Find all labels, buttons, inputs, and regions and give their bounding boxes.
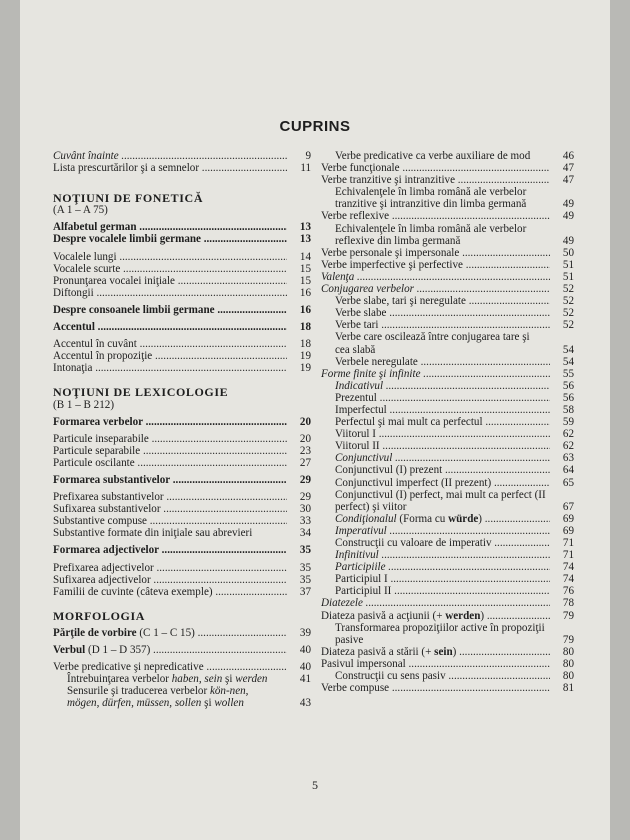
toc-entry-page: 74 [562,561,574,574]
toc-entry-page: 14 [299,250,311,263]
toc-entry-page: 39 [299,626,311,639]
toc-entry [321,561,574,573]
toc-entry [53,263,311,275]
toc-entry [53,627,311,639]
toc-entry-text: Pasivul impersonal ..... [321,658,550,670]
toc-entry-text: Transformarea propoziţiilor active în propoziţii pasive [335,621,545,646]
toc-entry [321,150,574,162]
toc-entry-text: Conjunctivul imperfect (II prezent) ..... [335,477,550,489]
toc-entry-page: 80 [562,645,574,658]
toc-entry [53,445,311,457]
toc-entry-text: Verbe funcţionale ..... [321,162,550,174]
toc-entry [53,275,311,287]
toc-entry [53,162,311,174]
toc-entry-text: Particule oscilante ..... [53,457,287,469]
toc-entry [53,350,311,362]
toc-entry [53,321,311,333]
page-title: CUPRINS [279,118,351,135]
toc-entry-page: 19 [299,350,311,363]
toc-entry-text: Verbe slabe ..... [335,307,550,319]
toc-entry-page: 62 [562,440,574,453]
book-page [20,0,610,840]
toc-entry [53,233,311,245]
toc-entry-page: 69 [562,524,574,537]
toc-entry-text: Vocalele lungi ..... [53,251,287,263]
toc-entry [321,585,574,597]
toc-entry [53,304,311,316]
toc-entry-page: 79 [562,633,574,646]
toc-entry-page: 56 [562,391,574,404]
toc-entry-text: Conjunctivul (I) perfect, mai mult ca perfect (II perfect) şi viitor [335,488,546,513]
toc-entry-range: (C 1 – C 15) [136,626,195,639]
toc-entry-text: Infinitivul ..... [335,549,550,561]
toc-entry [321,513,574,525]
toc-entry-text: Viitorul II ..... [335,440,550,452]
toc-entry [321,646,574,658]
toc-entry [321,392,574,404]
toc-entry-page: 74 [562,573,574,586]
toc-entry [53,287,311,299]
toc-entry-page: 20 [299,432,311,445]
toc-entry-page: 55 [562,367,574,380]
toc-entry-text: Despre vocalele limbii germane ..... [53,233,287,245]
toc-entry-text: Verbul [53,644,86,656]
toc-entry [53,586,311,598]
toc-entry [321,331,574,355]
toc-entry-text: Echivalenţele în limba română ale verbelor tranzitive şi intranzitive din limba germană [335,186,527,211]
toc-entry-page: 18 [299,338,311,351]
toc-entry [321,525,574,537]
toc-entry-page: 34 [299,527,311,540]
toc-entry-page: 35 [299,573,311,586]
toc-entry [53,527,311,539]
toc-entry-text: Despre consoanele limbii germane ..... [53,304,287,316]
toc-entry [53,661,311,673]
toc-entry-text: Substantive formate din iniţiale sau abrevieri [53,527,253,540]
toc-entry-text: Verbe personale şi impersonale ..... [321,247,550,259]
toc-entry-text: ) [478,512,482,525]
toc-entry-page: 71 [562,549,574,562]
toc-entry-page: 51 [562,258,574,271]
toc-entry [53,251,311,263]
toc-entry [321,271,574,283]
toc-entry-text: Verbe compuse ..... [321,682,550,694]
toc-entry [321,210,574,222]
toc-entry-page: 16 [299,286,311,299]
toc-entry-page: 29 [299,473,311,486]
toc-entry [53,338,311,350]
toc-entry-text: Accentul ..... [53,321,287,333]
toc-entry-page: 15 [299,274,311,287]
toc-entry [321,670,574,682]
toc-entry [321,428,574,440]
toc-entry-page: 54 [562,355,574,368]
toc-entry [321,464,574,476]
toc-entry-page: 37 [299,585,311,598]
toc-entry-page: 65 [562,476,574,489]
toc-entry-text: Conjunctivul ..... [335,452,550,464]
toc-entry-page: 58 [562,403,574,416]
toc-entry-text: Vocalele scurte ..... [53,263,287,275]
toc-entry-text: Alfabetul german ..... [53,221,287,233]
toc-entry-page: 54 [562,343,574,356]
toc-entry-page: 59 [562,416,574,429]
toc-entry [53,491,311,503]
toc-entry [53,503,311,515]
toc-entry-page: 40 [299,661,311,674]
toc-entry-text: Imperativul ..... [335,525,550,537]
toc-entry-text: Sufixarea substantivelor ..... [53,503,287,515]
toc-entry [321,319,574,331]
toc-entry [321,440,574,452]
toc-entry-text: Participiile ..... [335,561,550,573]
toc-entry-page: 71 [562,537,574,549]
toc-entry-text: Particule inseparabile ..... [53,433,287,445]
toc-entry-text: Verbele neregulate ..... [335,356,550,368]
toc-entry [53,362,311,374]
toc-entry [321,610,574,622]
toc-entry-text: Indicativul ..... [335,380,550,392]
toc-entry-page: 11 [300,162,311,175]
toc-entry-text: Verbe tari ..... [335,319,550,331]
toc-entry-text: Participiul I ..... [335,573,550,585]
toc-left-column [53,150,311,709]
toc-entry-text: Accentul în cuvânt ..... [53,338,287,350]
toc-entry-text: Formarea verbelor ..... [53,416,287,428]
section-heading-lexicologie: NOŢIUNI DE LEXICOLOGIE [53,385,229,400]
toc-entry-page: 52 [562,295,574,308]
toc-entry [321,597,574,609]
toc-entry-text: Construcţii cu valoare de imperativ ..... [335,537,550,549]
toc-entry-text: Sensurile şi traducerea verbelor [67,685,210,698]
toc-entry [53,221,311,233]
toc-entry-text: Construcţii cu sens pasiv ..... [335,670,550,682]
toc-entry-page: 43 [299,697,311,710]
toc-entry [53,433,311,445]
toc-entry-page: 18 [299,321,311,334]
toc-entry-page: 29 [299,491,311,504]
toc-entry [53,457,311,469]
toc-entry [321,404,574,416]
toc-entry [53,474,311,486]
toc-right-column [321,150,574,694]
toc-entry [53,544,311,556]
toc-entry [321,295,574,307]
toc-entry [321,477,574,489]
toc-entry-text: Întrebuinţarea verbelor [67,673,172,686]
toc-entry-page: 62 [562,428,574,441]
toc-entry-page: 51 [562,270,574,283]
toc-entry-page: 19 [299,362,311,375]
toc-entry [321,573,574,585]
toc-entry [321,416,574,428]
section-range: (B 1 – B 212) [53,398,115,411]
section-range: (A 1 – A 75) [53,204,108,217]
toc-entry-text: Verbe care oscilează între conjugarea tare şi cea slabă [335,331,530,356]
toc-entry-text: Verbe tranzitive şi intranzitive ..... [321,174,550,186]
toc-entry-text: Conjunctivul (I) prezent ..... [335,464,550,476]
toc-entry-text-italic: wollen [214,697,244,710]
toc-entry-text-bold: sein [434,645,453,658]
toc-entry-page: 52 [562,307,574,320]
toc-entry-text: Verbe imperfective şi perfective ..... [321,259,550,271]
toc-entry-page: 67 [562,500,574,513]
toc-entry-text: Prezentul ..... [335,392,550,404]
toc-entry-text-italic: kön-nen, mögen, dürfen, müssen, sollen [67,685,249,710]
toc-entry-text: Verbe predicative şi nepredicative ..... [53,661,287,673]
toc-entry [321,682,574,694]
toc-entry-page: 80 [562,657,574,670]
toc-entry-text: Părţile de vorbire [53,626,137,639]
toc-entry-page: 33 [299,515,311,528]
toc-entry-text: Sufixarea adjectivelor ..... [53,574,287,586]
toc-entry-page: 80 [562,670,574,683]
toc-entry-text: Cuvânt înainte ..... [53,150,287,162]
toc-entry [53,644,311,656]
toc-entry-page: 56 [562,379,574,392]
toc-entry-range: (D 1 – D 357) [85,644,151,656]
toc-entry-text: ) [480,609,485,622]
toc-entry-text: Pronunţarea vocalei iniţiale ..... [53,275,287,287]
toc-entry-page: 79 [562,609,574,622]
toc-entry-page: 41 [299,673,311,686]
toc-entry [321,549,574,561]
toc-entry-page: 30 [299,503,311,516]
toc-entry [321,174,574,186]
toc-entry-page: 20 [299,415,311,428]
toc-entry [321,247,574,259]
toc-entry [53,673,311,685]
toc-entry-page: 47 [562,162,574,175]
toc-entry-text-italic: haben, sein [171,673,223,686]
toc-entry-text: Conjugarea verbelor ..... [321,283,550,295]
toc-entry-page: 27 [299,456,311,469]
toc-entry [321,223,574,247]
toc-entry [321,186,574,210]
toc-entry-text: Echivalenţele în limba română ale verbelor reflexive din limba germană [335,222,527,247]
toc-entry-page: 52 [562,319,574,332]
toc-entry-text: Valenţa ..... [321,271,550,283]
toc-entry-text: şi [201,697,215,710]
toc-entry-page: 81 [562,682,574,695]
toc-entry-page: 13 [299,221,311,234]
toc-entry-text: Forme finite şi infinite ..... [321,368,550,380]
toc-entry-page: 47 [562,174,574,187]
toc-entry-text-bold: würde [448,512,479,525]
toc-entry-text: Accentul în propoziţie ..... [53,350,287,362]
toc-entry-text: Prefixarea substantivelor ..... [53,491,287,503]
toc-entry-page: 13 [299,233,311,246]
toc-entry-text-italic: Condiţionalul [335,512,397,525]
toc-entry-page: 9 [305,150,311,162]
toc-entry-page: 49 [562,198,574,211]
toc-entry-page: 35 [299,544,311,557]
toc-entry-text: Diatezele ..... [321,597,550,609]
toc-entry-page: 35 [299,561,311,574]
toc-entry-page: 50 [562,246,574,259]
toc-entry-page: 69 [562,512,574,525]
toc-entry-page: 16 [299,303,311,316]
toc-entry [321,356,574,368]
section-heading-fonetica: NOŢIUNI DE FONETICĂ [53,191,204,206]
toc-entry-text: Diateza pasivă a acţiunii (+ [321,609,446,622]
toc-entry [53,515,311,527]
toc-entry [321,452,574,464]
toc-entry-text: Prefixarea adjectivelor ..... [53,562,287,574]
toc-entry-text: Intonaţia ..... [53,362,287,374]
toc-entry-text-bold: werden [445,609,481,622]
toc-entry-text: Viitorul I ..... [335,428,550,440]
toc-entry-text: Familii de cuvinte (câteva exemple) ..... [53,586,287,598]
toc-entry-text: Verbe predicative ca verbe auxiliare de mod [335,150,531,162]
toc-entry-page: 52 [562,283,574,296]
toc-entry-page: 49 [562,210,574,223]
page-number: 5 [312,778,318,792]
toc-entry-text: Formarea adjectivelor ..... [53,544,287,556]
toc-entry [53,574,311,586]
section-heading-morfologia: MORFOLOGIA [53,608,145,623]
toc-entry-text-italic: werden [235,673,268,686]
toc-entry [321,537,574,549]
toc-entry [53,685,311,709]
toc-entry [321,368,574,380]
toc-entry [53,416,311,428]
toc-entry-text: Lista prescurtărilor şi a semnelor ..... [53,162,287,174]
toc-entry-page: 64 [562,464,574,477]
toc-entry [321,622,574,646]
toc-entry-text: Participiul II ..... [335,585,550,597]
toc-entry-page: 40 [299,644,311,656]
toc-entry-page: 23 [299,444,311,457]
toc-entry [321,162,574,174]
toc-entry-text: Perfectul şi mai mult ca perfectul ..... [335,416,550,428]
toc-entry-text: (Forma cu [396,512,449,525]
toc-entry-text: Diateza pasivă a stării (+ [321,645,435,658]
toc-entry [321,489,574,513]
toc-entry-text: Particule separabile ..... [53,445,287,457]
toc-entry-text: Substantive compuse ..... [53,515,287,527]
toc-entry-text: Imperfectul ..... [335,404,550,416]
toc-entry [321,259,574,271]
toc-entry [321,658,574,670]
toc-entry [321,380,574,392]
toc-entry-page: 49 [562,234,574,247]
toc-entry-text: ) [452,645,457,658]
toc-entry-text: Verbe slabe, tari şi neregulate ..... [335,295,550,307]
toc-entry-text: Formarea substantivelor ..... [53,474,287,486]
toc-entry-text: şi [222,673,236,686]
toc-entry-page: 15 [299,262,311,275]
toc-entry-page: 63 [562,452,574,465]
toc-entry-text: Verbe reflexive ..... [321,210,550,222]
toc-entry [53,562,311,574]
toc-entry [321,307,574,319]
toc-entry [53,150,311,162]
toc-entry-page: 46 [562,150,574,162]
toc-entry-page: 78 [562,597,574,610]
toc-entry [321,283,574,295]
toc-entry-text: Diftongii ..... [53,287,287,299]
toc-entry-page: 76 [562,585,574,598]
